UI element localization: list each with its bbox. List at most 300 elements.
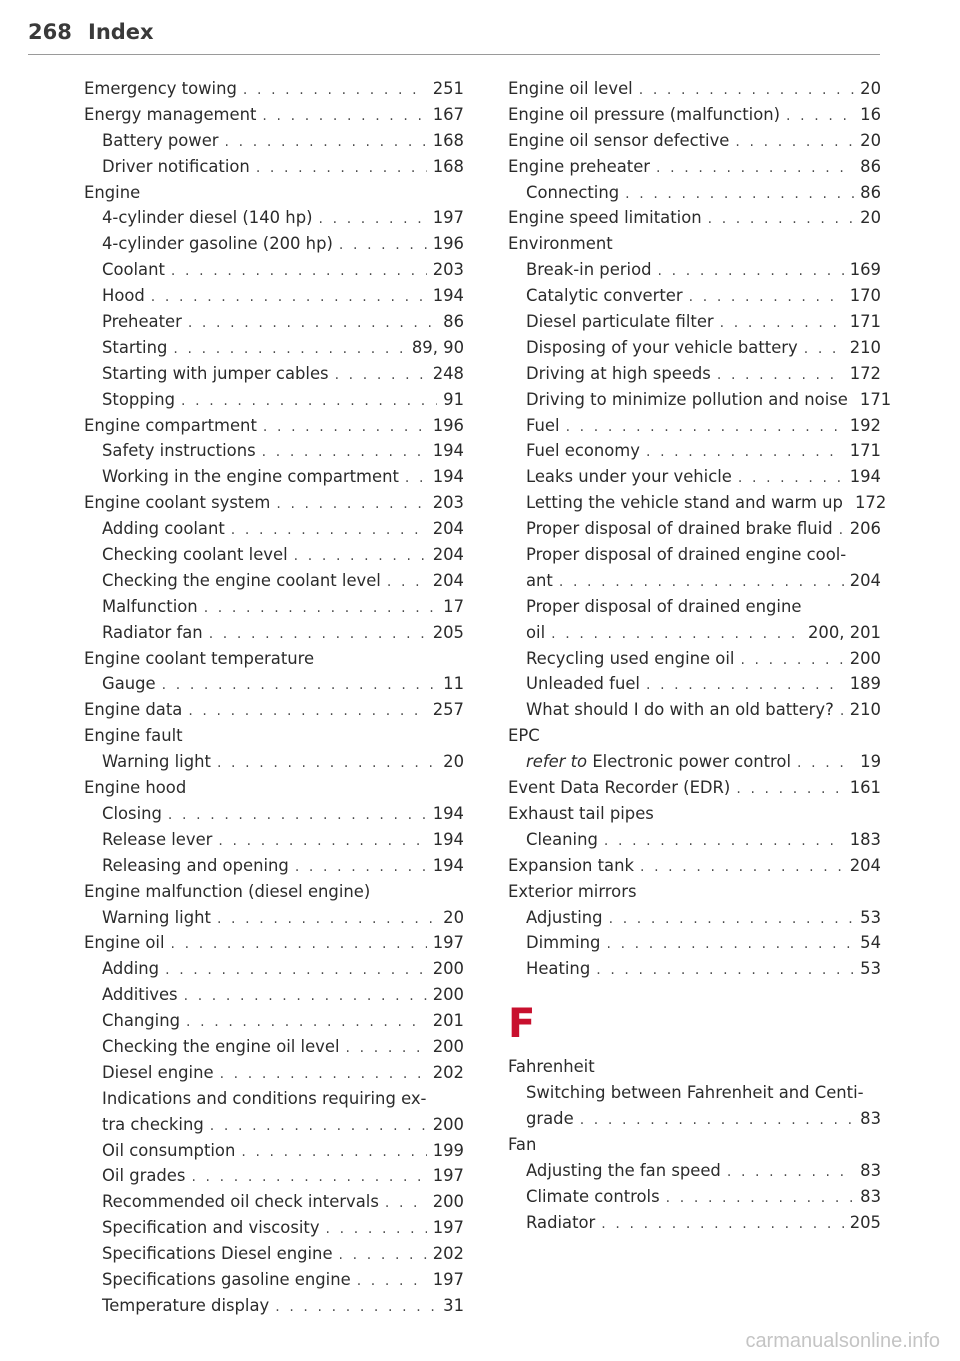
index-page-ref: 205 [849,1212,881,1232]
index-term: Malfunction [102,596,198,616]
index-entry [508,723,881,749]
index-entry [84,490,464,516]
index-page-ref: 197 [432,933,464,953]
dot-leader [385,1191,427,1217]
index-page-ref: 172 [849,363,881,383]
index-term: What should I do with an old battery? [526,700,834,720]
index-term: Unleaded fuel [526,674,640,694]
index-term: Environment [508,234,613,254]
index-entry [508,749,881,775]
index-term: Radiator [526,1212,596,1232]
index-page-ref: 210 [849,337,881,357]
index-entry [84,102,464,128]
index-term: Engine oil level [508,79,633,98]
index-page-ref: 196 [432,234,464,254]
index-entry [508,464,881,490]
index-entry [508,309,881,335]
index-term: Climate controls [526,1186,660,1206]
dot-leader [740,648,843,674]
index-page-ref: 200 [432,959,464,979]
index-entry [508,102,881,128]
index-page-ref: 200 [432,1114,464,1134]
watermark: carmanualsonline.info [745,1330,940,1352]
index-page-ref: 11 [443,674,464,694]
index-entry [84,76,464,102]
index-page-ref: 194 [849,467,881,487]
index-page-ref: 192 [849,415,881,435]
dot-leader [295,855,427,881]
dot-leader [596,958,854,984]
dot-leader [225,130,427,156]
index-page-ref: 257 [432,700,464,720]
index-page-ref: 16 [860,104,881,124]
index-term: Adding coolant [102,519,225,539]
index-term: Warning light [102,907,211,927]
index-entry [508,413,881,439]
index-entry [508,361,881,387]
index-term: Checking the engine oil level [102,1036,340,1056]
dot-leader [171,932,427,958]
index-page-ref: 53 [860,959,881,979]
index-page-ref: 31 [443,1295,464,1315]
dot-leader [708,207,855,233]
index-page-ref: 197 [432,1218,464,1238]
dot-leader [604,829,844,855]
index-entry [508,154,881,180]
index-term: Exterior mirrors [508,881,637,901]
index-entry [84,982,464,1008]
index-entry [84,749,464,775]
index-term: Coolant [102,260,165,280]
index-term: Disposing of your vehicle battery [526,337,798,357]
index-term: Catalytic converter [526,286,683,306]
index-entry [84,309,464,335]
index-entry [508,1158,881,1184]
index-page-ref: 194 [432,829,464,849]
dot-leader [339,1243,427,1269]
index-term: 4-cylinder diesel (140 hp) [102,208,313,228]
dot-leader [566,415,844,441]
dot-leader [656,156,854,182]
index-page-ref: 20 [860,130,881,150]
index-page-ref: 210 [849,700,881,720]
index-term: Driver notification [102,156,250,176]
index-term: grade [526,1108,574,1128]
index-entry [84,361,464,387]
dot-leader [609,907,855,933]
index-term: Exhaust tail pipes [508,803,654,823]
index-term: Changing [102,1011,181,1031]
index-entry [84,335,464,361]
index-term: Engine coolant temperature [84,648,315,668]
dot-leader [339,233,427,259]
index-group-e [508,76,892,982]
index-term: Releasing and opening [102,855,289,875]
index-entry [508,205,881,231]
index-page-ref: 86 [443,312,464,332]
index-entry [84,1034,464,1060]
index-entry [508,76,881,102]
index-page-ref: 19 [860,752,881,772]
dot-leader [218,829,426,855]
index-entry [508,930,881,956]
index-term: Temperature display [102,1295,270,1315]
dot-leader [217,751,437,777]
index-page-ref: 53 [860,907,881,927]
index-page-ref: 167 [432,104,464,124]
dot-leader [346,1036,427,1062]
dot-leader [275,1295,437,1321]
index-term: Checking the engine coolant level [102,570,381,590]
index-term: Proper disposal of drained engine cool- [526,545,847,565]
dot-leader [646,440,844,466]
index-term: Fan [508,1134,537,1154]
dot-leader [640,855,844,881]
dot-leader [186,1010,427,1036]
index-page-ref: 168 [432,156,464,176]
dot-leader [839,518,844,544]
index-term: Diesel engine [102,1062,214,1082]
index-entry [84,594,464,620]
index-page-ref: 248 [432,363,464,383]
index-term: Cleaning [526,829,598,849]
index-entry [84,1215,464,1241]
index-entry [508,646,881,672]
index-page-ref: 201 [432,1011,464,1031]
index-term-text: Electronic power control [592,752,792,772]
index-page-ref: 204 [432,570,464,590]
index-term: Stopping [102,389,176,409]
index-term: Event Data Recorder (EDR) [508,778,731,798]
index-page-ref: 170 [849,286,881,306]
dot-leader [551,622,802,648]
index-page-ref: 83 [860,1160,881,1180]
index-term: Adjusting [526,907,603,927]
index-term: Engine malfunction (diesel engine) [84,881,371,901]
index-entry [508,879,881,905]
index-entry [84,956,464,982]
dot-leader [580,1108,854,1134]
index-page-ref: 172 [854,493,887,513]
index-entry [84,205,464,231]
index-page-ref: 161 [849,778,881,798]
dot-leader [241,1140,426,1166]
index-page-ref: 204 [849,570,881,590]
dot-leader [735,130,854,156]
index-term: Fuel economy [526,441,640,461]
dot-leader [717,363,844,389]
index-page-ref: 205 [432,622,464,642]
index-term: Specifications Diesel engine [102,1244,333,1264]
index-term: Fahrenheit [508,1057,595,1077]
index-term: Release lever [102,829,213,849]
index-entry [508,827,881,853]
index-term-prefix: refer to [526,752,588,772]
index-entry [508,231,881,257]
index-page-ref: 196 [432,415,464,435]
index-page-ref: 194 [432,803,464,823]
index-term: EPC [508,726,540,746]
index-page-ref: 204 [432,519,464,539]
index-page-ref: 202 [432,1244,464,1264]
index-term: Engine coolant system [84,493,271,513]
index-term: Recycling used engine oil [526,648,735,668]
dot-leader [625,182,854,208]
dot-leader [263,415,427,441]
index-page-ref: 83 [860,1108,881,1128]
dot-leader [720,311,844,337]
index-term: ant [526,570,553,590]
index-term: Engine hood [84,778,187,798]
dot-leader [184,984,427,1010]
index-term: Closing [102,803,162,823]
dot-leader [335,363,427,389]
dot-leader [171,259,427,285]
index-term: Engine preheater [508,156,651,176]
index-term: Adding [102,959,160,979]
index-term: Diesel particulate filter [526,312,714,332]
index-page-ref: 204 [432,545,464,565]
index-term: Starting with jumper cables [102,363,329,383]
index-term: Specification and viscosity [102,1218,320,1238]
index-entry [508,775,881,801]
dot-leader [736,777,843,803]
index-page-ref: 91 [443,389,464,409]
index-term: Hood [102,286,145,306]
dot-leader [181,389,437,415]
index-term: Starting [102,337,168,357]
index-entry [84,853,464,879]
index-term: Connecting [526,182,620,202]
index-entry [508,620,881,646]
index-page-ref: 183 [849,829,881,849]
index-entry [508,905,881,931]
dot-leader [559,570,844,596]
page-number: 268 [28,20,72,44]
index-column-left [84,76,464,1319]
index-page-ref: 169 [849,260,881,280]
index-entry [508,1132,881,1158]
dot-leader [326,1217,427,1243]
index-page-ref: 171 [849,441,881,461]
dot-leader [738,466,844,492]
dot-leader [294,544,427,570]
index-entry [84,542,464,568]
index-entry [84,413,464,439]
index-entry [84,620,464,646]
index-term: Working in the engine compartment [102,467,399,487]
index-page-ref: 20 [443,907,464,927]
index-term: Energy management [84,104,257,124]
index-entry [84,1112,464,1138]
index-entry [84,1008,464,1034]
index-entry [84,723,464,749]
dot-leader [210,1114,427,1140]
dot-leader [262,104,426,130]
dot-leader [639,78,854,104]
dot-leader [151,285,427,311]
index-entry [508,1106,881,1132]
index-term: Warning light [102,752,211,772]
index-page-ref: 199 [432,1140,464,1160]
index-entry [84,671,464,697]
index-page-ref: 54 [860,933,881,953]
index-entry [508,594,881,620]
dot-leader [658,259,844,285]
index-page-ref: 20 [443,752,464,772]
index-term: Dimming [526,933,601,953]
index-page-ref: 194 [432,467,464,487]
index-entry [508,283,881,309]
dot-leader [646,673,844,699]
index-term: Engine compartment [84,415,257,435]
index-page-ref: 86 [860,182,881,202]
index-entry [84,1267,464,1293]
index-entry [84,1189,464,1215]
dot-leader [804,337,844,363]
dot-leader [606,932,854,958]
index-page-ref: 17 [443,596,464,616]
index-page-ref: 89, 90 [411,337,464,357]
index-entry [84,464,464,490]
index-term: Leaks under your vehicle [526,467,732,487]
index-entry [84,180,464,206]
index-term: Driving at high speeds [526,363,711,383]
index-entry [84,827,464,853]
index-entry [84,1293,464,1319]
dot-leader [191,1165,426,1191]
index-term: Break-in period [526,260,652,280]
dot-leader [797,751,854,777]
index-page-ref: 200, 201 [808,622,881,642]
dot-leader [231,518,427,544]
index-page-ref: 200 [432,1036,464,1056]
index-entry [84,775,464,801]
index-page-ref: 206 [849,519,881,539]
dot-leader [319,207,427,233]
index-entry [84,128,464,154]
index-term: Gauge [102,674,156,694]
dot-leader [786,104,854,130]
index-term: oil [526,622,546,642]
index-entry [84,154,464,180]
index-term: Preheater [102,312,182,332]
index-term: Heating [526,959,591,979]
letter-heading-f: F [508,1001,536,1048]
index-entry [84,1241,464,1267]
index-entry [508,542,881,568]
index-column-right [508,76,892,1235]
index-entry [84,646,464,672]
index-term: Proper disposal of drained brake fluid [526,519,833,539]
index-page-ref: 197 [432,1269,464,1289]
index-entry [84,1138,464,1164]
index-entry [508,956,881,982]
index-page-ref: 200 [432,1192,464,1212]
dot-leader [173,337,405,363]
index-entry [508,671,881,697]
index-page-ref: 197 [432,208,464,228]
index-term: Oil grades [102,1166,186,1186]
dot-leader [387,570,427,596]
index-entry [508,1080,881,1106]
index-term: Proper disposal of drained engine [526,596,802,616]
index-entry [84,516,464,542]
index-group-f [508,1054,881,1235]
index-term: 4-cylinder gasoline (200 hp) [102,234,333,254]
index-term: Engine oil pressure (malfunction) [508,104,781,124]
index-entry [508,1210,881,1236]
index-page-ref: 197 [432,1166,464,1186]
index-page-ref: 171 [849,312,881,332]
dot-leader [204,596,437,622]
index-entry [84,930,464,956]
index-entry [508,853,881,879]
index-term: Adjusting the fan speed [526,1160,721,1180]
index-entry [84,801,464,827]
dot-leader [666,1186,855,1212]
index-entry [84,1086,464,1112]
index-page-ref: 20 [860,208,881,228]
index-entry [508,128,881,154]
index-term: Indications and conditions requiring ex- [102,1088,427,1108]
index-entry [508,387,892,413]
section-title: Index [88,20,154,44]
dot-leader [209,622,427,648]
index-page-ref: 200 [849,648,881,668]
index-page-ref: 194 [432,855,464,875]
index-page-ref: 171 [859,389,892,409]
dot-leader [601,1212,843,1238]
index-entry [84,879,464,905]
index-page-ref: 194 [432,286,464,306]
index-entry [508,1184,881,1210]
dot-leader [727,1160,854,1186]
index-page-ref: 86 [860,156,881,176]
dot-leader [262,440,427,466]
dot-leader [162,673,438,699]
dot-leader [217,907,437,933]
index-term: Engine oil [84,933,165,953]
index-term: Recommended oil check intervals [102,1192,379,1212]
index-entry [508,335,881,361]
index-page-ref: 189 [849,674,881,694]
index-page-ref: 251 [432,79,464,98]
index-term: Driving to minimize pollution and noise [526,389,848,409]
dot-leader [220,1062,427,1088]
index-term: Emergency towing [84,79,237,98]
index-entry [508,180,881,206]
index-term: Checking coolant level [102,545,288,565]
index-entry [84,1060,464,1086]
dot-leader [168,803,427,829]
index-entry [508,568,881,594]
index-term: Engine fault [84,726,183,746]
dot-leader [840,699,844,725]
dot-leader [357,1269,427,1295]
index-entry [508,697,881,723]
index-entry [508,516,881,542]
index-page-ref: 204 [849,855,881,875]
index-term [526,749,791,775]
dot-leader [689,285,844,311]
index-entry [508,257,881,283]
index-term: Oil consumption [102,1140,236,1160]
index-page-ref: 203 [432,493,464,513]
index-entry [84,568,464,594]
index-term: Engine oil sensor defective [508,130,730,150]
index-term: Battery power [102,130,219,150]
